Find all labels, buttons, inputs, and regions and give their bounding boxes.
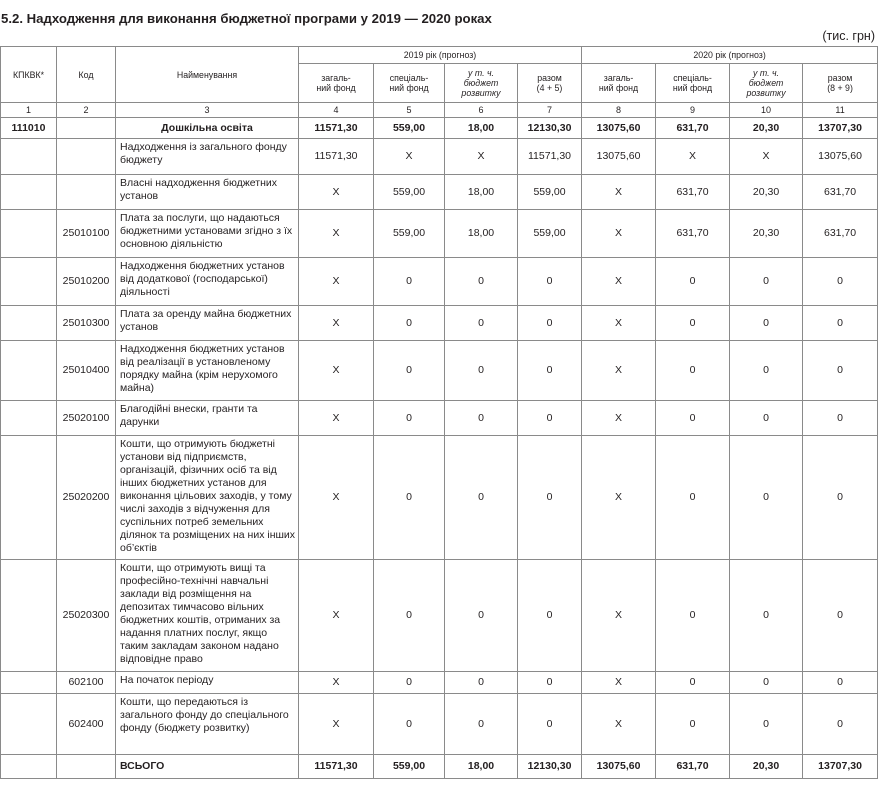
cell-code: 25020300: [57, 560, 116, 672]
cell-special-2020: 631,70: [656, 175, 730, 210]
header-year-2019: 2019 рік (прогноз): [299, 47, 582, 64]
cell-total-2019: 559,00: [518, 210, 582, 258]
table-row: [1, 118, 878, 139]
cell-incl-2020: 0: [730, 341, 803, 401]
col-num: 3: [116, 103, 299, 118]
cell-name: ВСЬОГО: [116, 755, 299, 779]
header-kpkvk: КПКВК*: [1, 47, 57, 103]
cell-total-2019: 11571,30: [518, 139, 582, 175]
cell-special-2020: 631,70: [656, 755, 730, 779]
cell-total-2019: 0: [518, 258, 582, 306]
table-row: [1, 755, 878, 779]
cell-special-2020: 631,70: [656, 210, 730, 258]
cell-general-2020: Х: [582, 341, 656, 401]
cell-special-2020: 0: [656, 306, 730, 341]
cell-incl-2020: 20,30: [730, 755, 803, 779]
cell-general-2020: Х: [582, 401, 656, 436]
cell-incl-2020: 0: [730, 694, 803, 755]
cell-code: 25020100: [57, 401, 116, 436]
cell-total-2019: 0: [518, 341, 582, 401]
cell-general-2020: 13075,60: [582, 118, 656, 139]
header-year-2020: 2020 рік (прогноз): [582, 47, 878, 64]
cell-special-2019: 0: [374, 306, 445, 341]
cell-general-2019: Х: [299, 694, 374, 755]
cell-incl-2020: 20,30: [730, 118, 803, 139]
cell-special-2019: 559,00: [374, 175, 445, 210]
cell-general-2019: 11571,30: [299, 118, 374, 139]
cell-total-2019: 0: [518, 306, 582, 341]
cell-kpkvk: [1, 139, 57, 175]
cell-incl-2019: 0: [445, 306, 518, 341]
header-incl-2019: у т. ч. бюджет розвитку: [445, 64, 518, 103]
cell-special-2020: Х: [656, 139, 730, 175]
table-row: [1, 694, 878, 755]
cell-kpkvk: [1, 258, 57, 306]
cell-code: [57, 118, 116, 139]
cell-total-2020: 0: [803, 341, 878, 401]
cell-special-2019: 0: [374, 694, 445, 755]
cell-total-2020: 0: [803, 560, 878, 672]
cell-special-2019: 0: [374, 436, 445, 560]
header-total-2020: разом (8 + 9): [803, 64, 878, 103]
cell-special-2020: 631,70: [656, 118, 730, 139]
cell-code: 25010100: [57, 210, 116, 258]
cell-total-2020: 13707,30: [803, 755, 878, 779]
cell-name: Кошти, що отримують бюджетні установи від підприємств, організацій, фізичних осіб та від інших бюджетних установ для виконання цільових заходів, у тому числі заходів з відчуження для суспільних потреб земельних ділянок та розміщених на них інших об’єктів: [116, 436, 299, 560]
cell-incl-2020: 0: [730, 401, 803, 436]
cell-special-2019: 0: [374, 672, 445, 694]
table-row: [1, 401, 878, 436]
cell-special-2019: 0: [374, 560, 445, 672]
cell-general-2019: Х: [299, 306, 374, 341]
cell-general-2020: Х: [582, 694, 656, 755]
cell-special-2020: 0: [656, 341, 730, 401]
cell-code: 25020200: [57, 436, 116, 560]
cell-kpkvk: [1, 755, 57, 779]
header-general-2019: загаль- ний фонд: [299, 64, 374, 103]
cell-name: Надходження бюджетних установ від реалізації в установленому порядку майна (крім нерухомого майна): [116, 341, 299, 401]
cell-incl-2019: 0: [445, 694, 518, 755]
cell-total-2019: 0: [518, 694, 582, 755]
cell-total-2020: 0: [803, 672, 878, 694]
col-num: 7: [518, 103, 582, 118]
cell-incl-2019: 0: [445, 341, 518, 401]
cell-kpkvk: [1, 341, 57, 401]
cell-general-2020: Х: [582, 175, 656, 210]
cell-incl-2020: 0: [730, 560, 803, 672]
cell-code: [57, 139, 116, 175]
cell-code: 25010200: [57, 258, 116, 306]
cell-incl-2020: 20,30: [730, 175, 803, 210]
table-row: [1, 139, 878, 175]
cell-total-2019: 0: [518, 436, 582, 560]
table-row: [1, 341, 878, 401]
cell-incl-2020: 0: [730, 258, 803, 306]
col-num: 5: [374, 103, 445, 118]
cell-general-2019: Х: [299, 341, 374, 401]
cell-incl-2020: 0: [730, 306, 803, 341]
cell-special-2019: Х: [374, 139, 445, 175]
col-num: 11: [803, 103, 878, 118]
units-label: (тис. грн): [822, 29, 875, 43]
cell-total-2020: 631,70: [803, 175, 878, 210]
col-num: 8: [582, 103, 656, 118]
cell-incl-2019: 18,00: [445, 118, 518, 139]
cell-incl-2019: 18,00: [445, 175, 518, 210]
cell-special-2020: 0: [656, 560, 730, 672]
cell-special-2020: 0: [656, 672, 730, 694]
cell-special-2019: 0: [374, 401, 445, 436]
cell-general-2020: Х: [582, 672, 656, 694]
header-name: Найменування: [116, 47, 299, 103]
cell-kpkvk: [1, 306, 57, 341]
cell-incl-2019: 18,00: [445, 755, 518, 779]
cell-total-2020: 13707,30: [803, 118, 878, 139]
cell-special-2019: 559,00: [374, 210, 445, 258]
cell-incl-2019: 0: [445, 560, 518, 672]
cell-name: Дошкільна освіта: [116, 118, 299, 139]
cell-name: Кошти, що передаються із загального фонду до спеціального фонду (бюджету розвитку): [116, 694, 299, 755]
cell-total-2019: 559,00: [518, 175, 582, 210]
cell-incl-2019: 0: [445, 672, 518, 694]
cell-incl-2019: 0: [445, 258, 518, 306]
cell-incl-2019: 0: [445, 401, 518, 436]
header-general-2020: загаль- ний фонд: [582, 64, 656, 103]
cell-general-2019: Х: [299, 560, 374, 672]
cell-name: Надходження із загального фонду бюджету: [116, 139, 299, 175]
cell-general-2019: Х: [299, 436, 374, 560]
header-special-2019: спеціаль- ний фонд: [374, 64, 445, 103]
cell-kpkvk: [1, 436, 57, 560]
cell-total-2019: 0: [518, 401, 582, 436]
col-num: 2: [57, 103, 116, 118]
cell-general-2020: Х: [582, 560, 656, 672]
col-num: 4: [299, 103, 374, 118]
section-title: 5.2. Надходження для виконання бюджетної програми у 2019 — 2020 роках: [1, 11, 492, 26]
cell-code: 25010300: [57, 306, 116, 341]
cell-total-2019: 12130,30: [518, 118, 582, 139]
cell-total-2020: 13075,60: [803, 139, 878, 175]
cell-general-2020: 13075,60: [582, 755, 656, 779]
cell-name: Благодійні внески, гранти та дарунки: [116, 401, 299, 436]
cell-special-2019: 559,00: [374, 755, 445, 779]
cell-code: [57, 755, 116, 779]
cell-name: Кошти, що отримують вищі та професійно-технічні навчальні заклади від розміщення на депозитах тимчасово вільних бюджетних коштів, отриманих за надання платних послуг, якщо таким закладам законом надано відповідне право: [116, 560, 299, 672]
cell-general-2020: Х: [582, 306, 656, 341]
cell-kpkvk: [1, 175, 57, 210]
cell-name: Власні надходження бюджетних установ: [116, 175, 299, 210]
cell-incl-2019: 0: [445, 436, 518, 560]
cell-general-2019: Х: [299, 175, 374, 210]
cell-name: Плата за оренду майна бюджетних установ: [116, 306, 299, 341]
cell-total-2020: 0: [803, 401, 878, 436]
col-num: 6: [445, 103, 518, 118]
cell-special-2020: 0: [656, 694, 730, 755]
cell-total-2019: 0: [518, 672, 582, 694]
table-row: [1, 306, 878, 341]
cell-incl-2019: 18,00: [445, 210, 518, 258]
cell-kpkvk: [1, 210, 57, 258]
cell-kpkvk: [1, 401, 57, 436]
cell-name: Плата за послуги, що надаються бюджетними установами згідно з їх основною діяльністю: [116, 210, 299, 258]
budget-receipts-table: [0, 46, 878, 779]
cell-general-2019: Х: [299, 672, 374, 694]
cell-general-2020: Х: [582, 436, 656, 560]
cell-special-2020: 0: [656, 436, 730, 560]
cell-code: 25010400: [57, 341, 116, 401]
cell-code: 602100: [57, 672, 116, 694]
cell-total-2020: 0: [803, 258, 878, 306]
cell-general-2020: Х: [582, 210, 656, 258]
table-row: [1, 210, 878, 258]
cell-total-2019: 12130,30: [518, 755, 582, 779]
cell-kpkvk: [1, 694, 57, 755]
cell-kpkvk: [1, 672, 57, 694]
table-row: [1, 436, 878, 560]
cell-total-2020: 0: [803, 694, 878, 755]
cell-kpkvk: [1, 560, 57, 672]
cell-special-2019: 0: [374, 258, 445, 306]
cell-general-2019: 11571,30: [299, 755, 374, 779]
cell-incl-2020: 0: [730, 672, 803, 694]
cell-incl-2020: 0: [730, 436, 803, 560]
cell-general-2019: Х: [299, 210, 374, 258]
cell-name: Надходження бюджетних установ від додаткової (господарської) діяльності: [116, 258, 299, 306]
cell-total-2020: 0: [803, 436, 878, 560]
cell-kpkvk: 111010: [1, 118, 57, 139]
cell-incl-2020: 20,30: [730, 210, 803, 258]
header-special-2020: спеціаль- ний фонд: [656, 64, 730, 103]
cell-general-2020: 13075,60: [582, 139, 656, 175]
cell-name: На початок періоду: [116, 672, 299, 694]
cell-total-2020: 0: [803, 306, 878, 341]
table-row: [1, 175, 878, 210]
cell-total-2019: 0: [518, 560, 582, 672]
cell-total-2020: 631,70: [803, 210, 878, 258]
table-row: [1, 672, 878, 694]
header-incl-2020: у т. ч. бюджет розвитку: [730, 64, 803, 103]
cell-incl-2020: Х: [730, 139, 803, 175]
cell-special-2020: 0: [656, 401, 730, 436]
col-num: 10: [730, 103, 803, 118]
header-code: Код: [57, 47, 116, 103]
cell-general-2019: Х: [299, 401, 374, 436]
cell-special-2019: 559,00: [374, 118, 445, 139]
col-num: 1: [1, 103, 57, 118]
column-numbers-row: [1, 103, 878, 118]
cell-incl-2019: Х: [445, 139, 518, 175]
cell-general-2019: 11571,30: [299, 139, 374, 175]
cell-special-2019: 0: [374, 341, 445, 401]
table-row: [1, 560, 878, 672]
cell-general-2020: Х: [582, 258, 656, 306]
cell-code: 602400: [57, 694, 116, 755]
table-row: [1, 258, 878, 306]
cell-general-2019: Х: [299, 258, 374, 306]
cell-special-2020: 0: [656, 258, 730, 306]
col-num: 9: [656, 103, 730, 118]
cell-code: [57, 175, 116, 210]
header-total-2019: разом (4 + 5): [518, 64, 582, 103]
